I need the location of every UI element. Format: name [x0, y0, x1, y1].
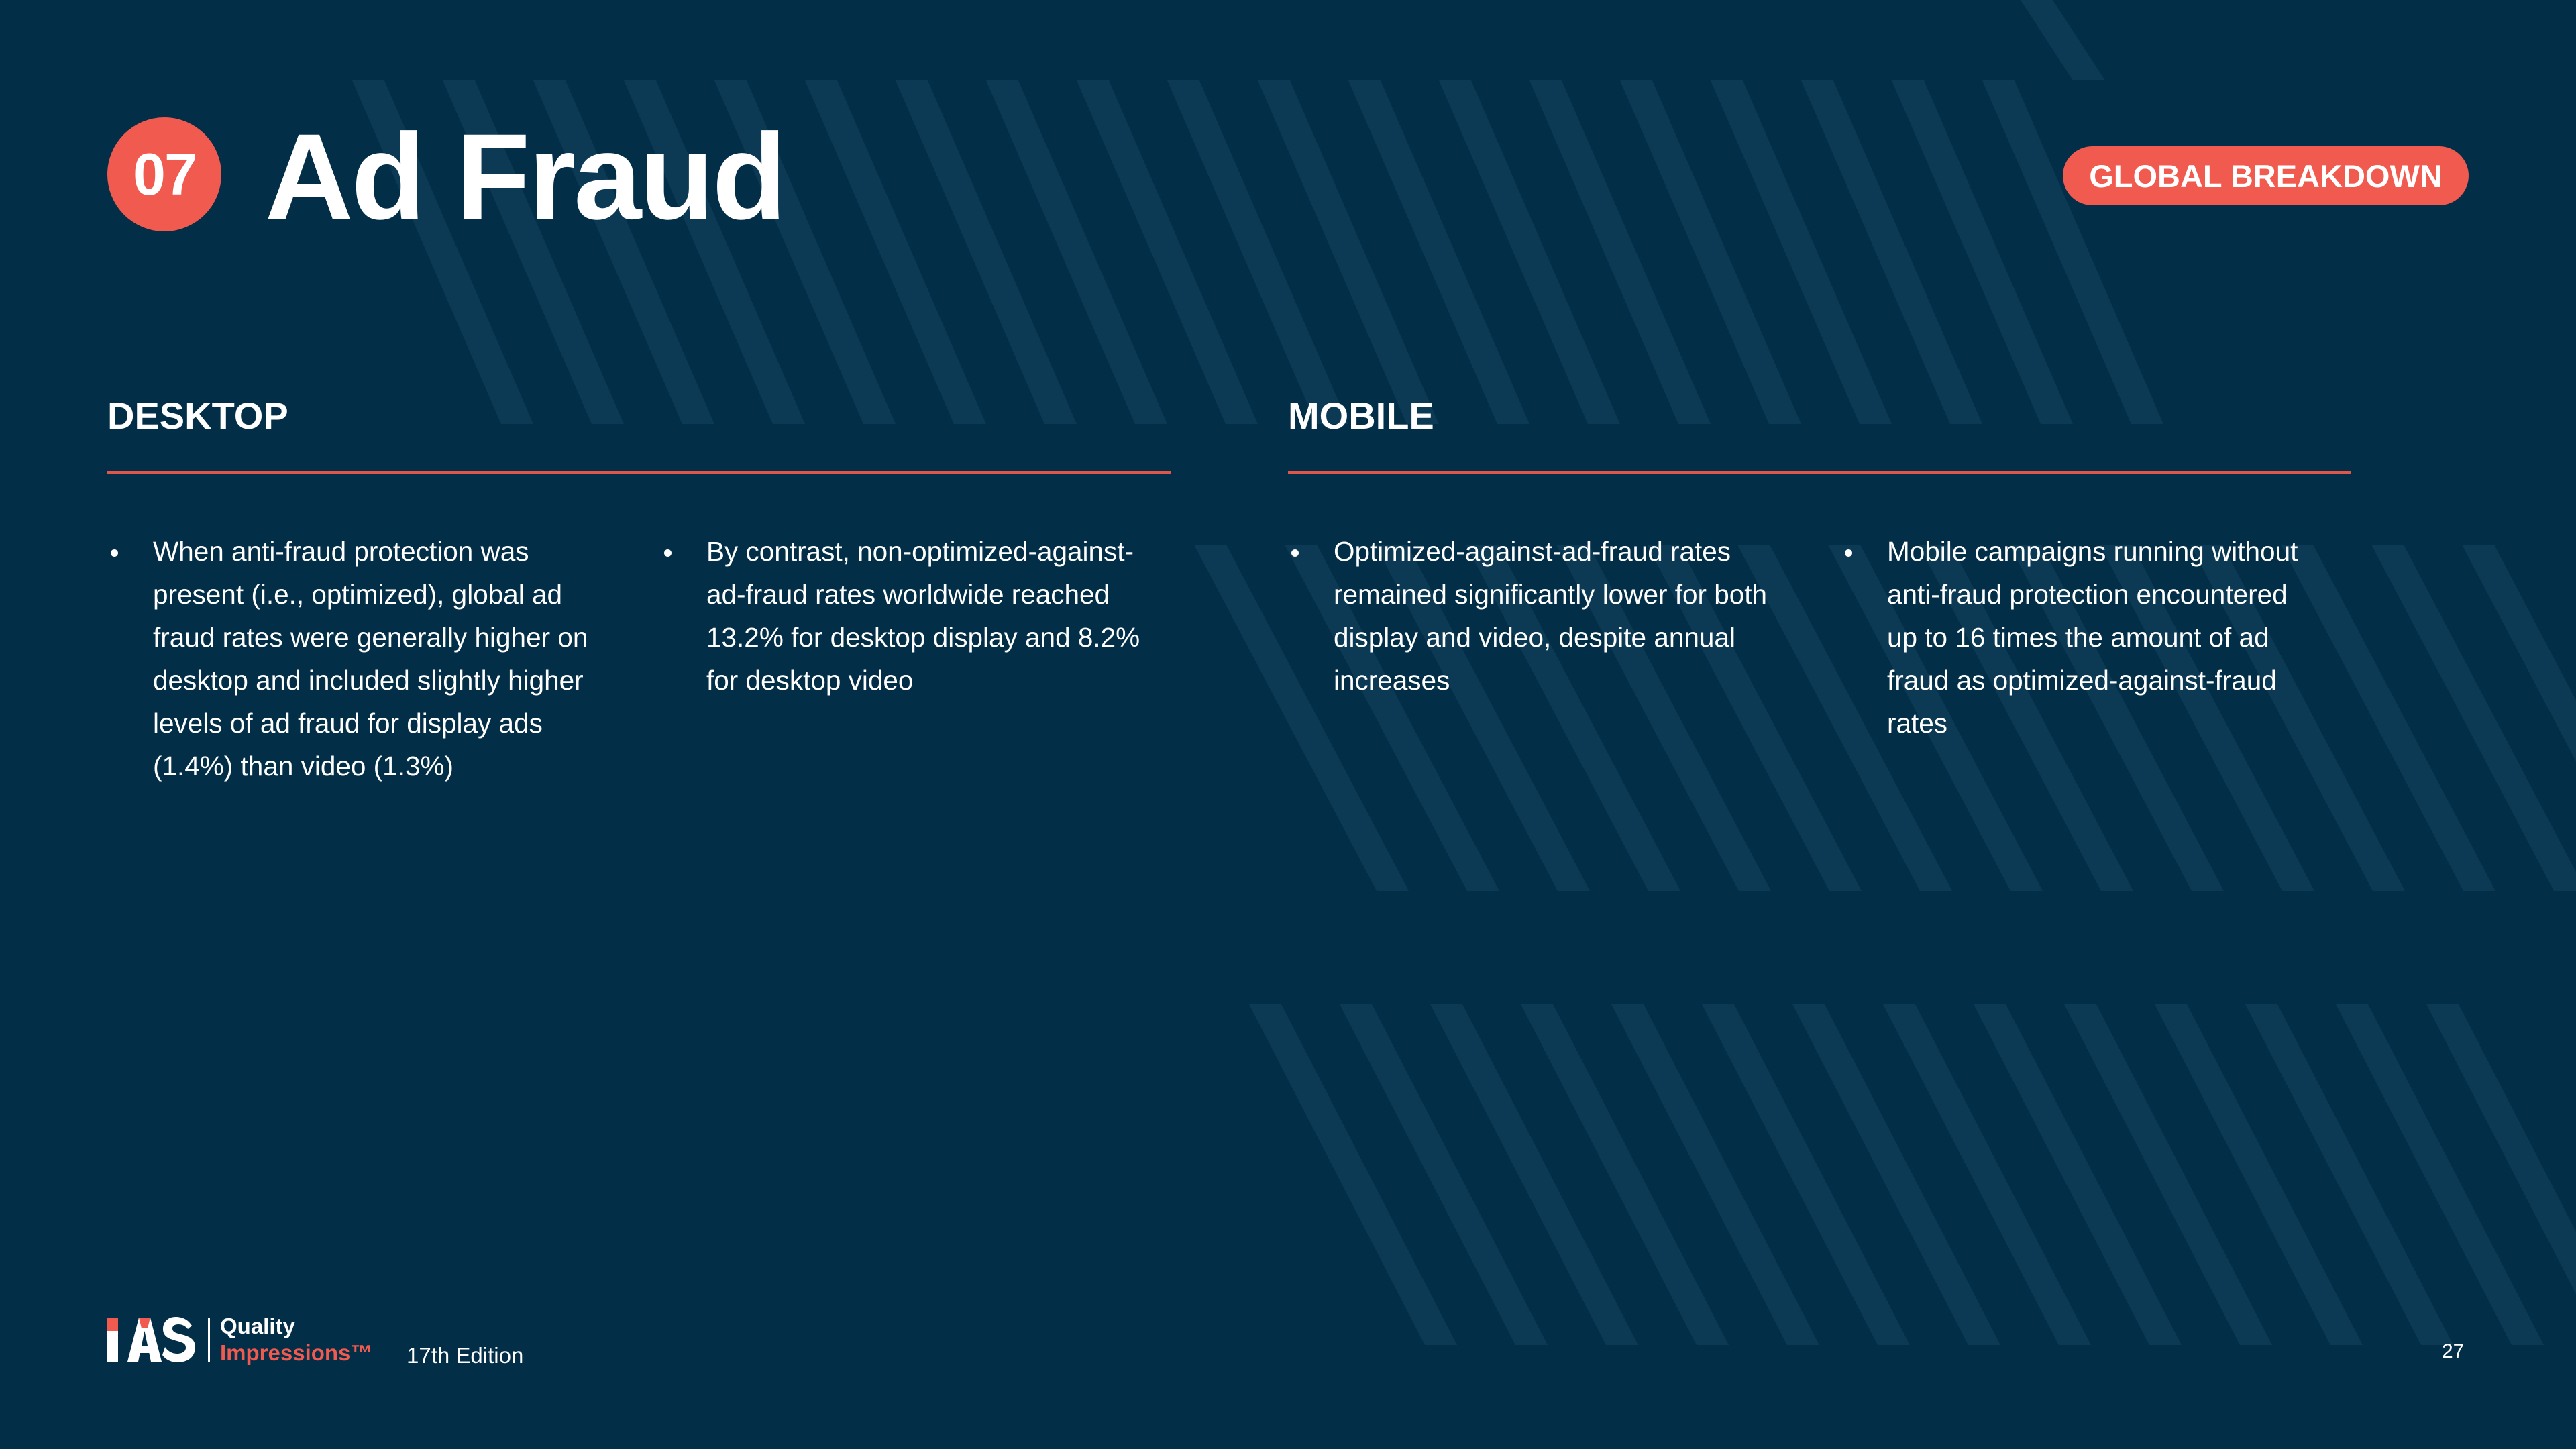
page-number: 27: [2442, 1340, 2465, 1362]
ias-logo-mark: [107, 1316, 196, 1363]
desktop-bullets-right: [661, 530, 1144, 702]
page-title: Ad Fraud: [265, 108, 785, 245]
mobile-divider: [1288, 471, 2351, 474]
section-number-badge: 07: [107, 117, 221, 231]
mobile-bullets-right: [1841, 530, 2324, 745]
stripes-bottom-cluster: [1249, 1004, 2576, 1345]
logo-quality-text: Quality: [220, 1313, 295, 1338]
mobile-bullets-left: [1288, 530, 1771, 702]
edition-label: 17th Edition: [407, 1343, 524, 1368]
desktop-heading: DESKTOP: [107, 394, 288, 437]
mobile-heading: MOBILE: [1288, 394, 1434, 437]
desktop-divider: [107, 471, 1171, 474]
desktop-bullet-1: When anti-fraud protection was present (i.e., optimized), global ad fraud rates were generally higher on desktop and included slightly higher levels of ad fraud for display ads (1.4%) than video (1.3%): [107, 530, 590, 788]
global-breakdown-tag: GLOBAL BREAKDOWN: [2063, 146, 2469, 205]
logo-divider: [208, 1318, 210, 1362]
desktop-bullets-left: [107, 530, 590, 788]
logo-impressions-text: Impressions™: [220, 1340, 373, 1365]
desktop-bullet-2: By contrast, non-optimized-against-ad-fraud rates worldwide reached 13.2% for desktop display and 8.2% for desktop video: [661, 530, 1144, 702]
mobile-bullet-1: Optimized-against-ad-fraud rates remained significantly lower for both display and video, despite annual increases: [1288, 530, 1771, 702]
mobile-bullet-2: Mobile campaigns running without anti-fraud protection encountered up to 16 times the amount of ad fraud as optimized-against-fraud rates: [1841, 530, 2324, 745]
